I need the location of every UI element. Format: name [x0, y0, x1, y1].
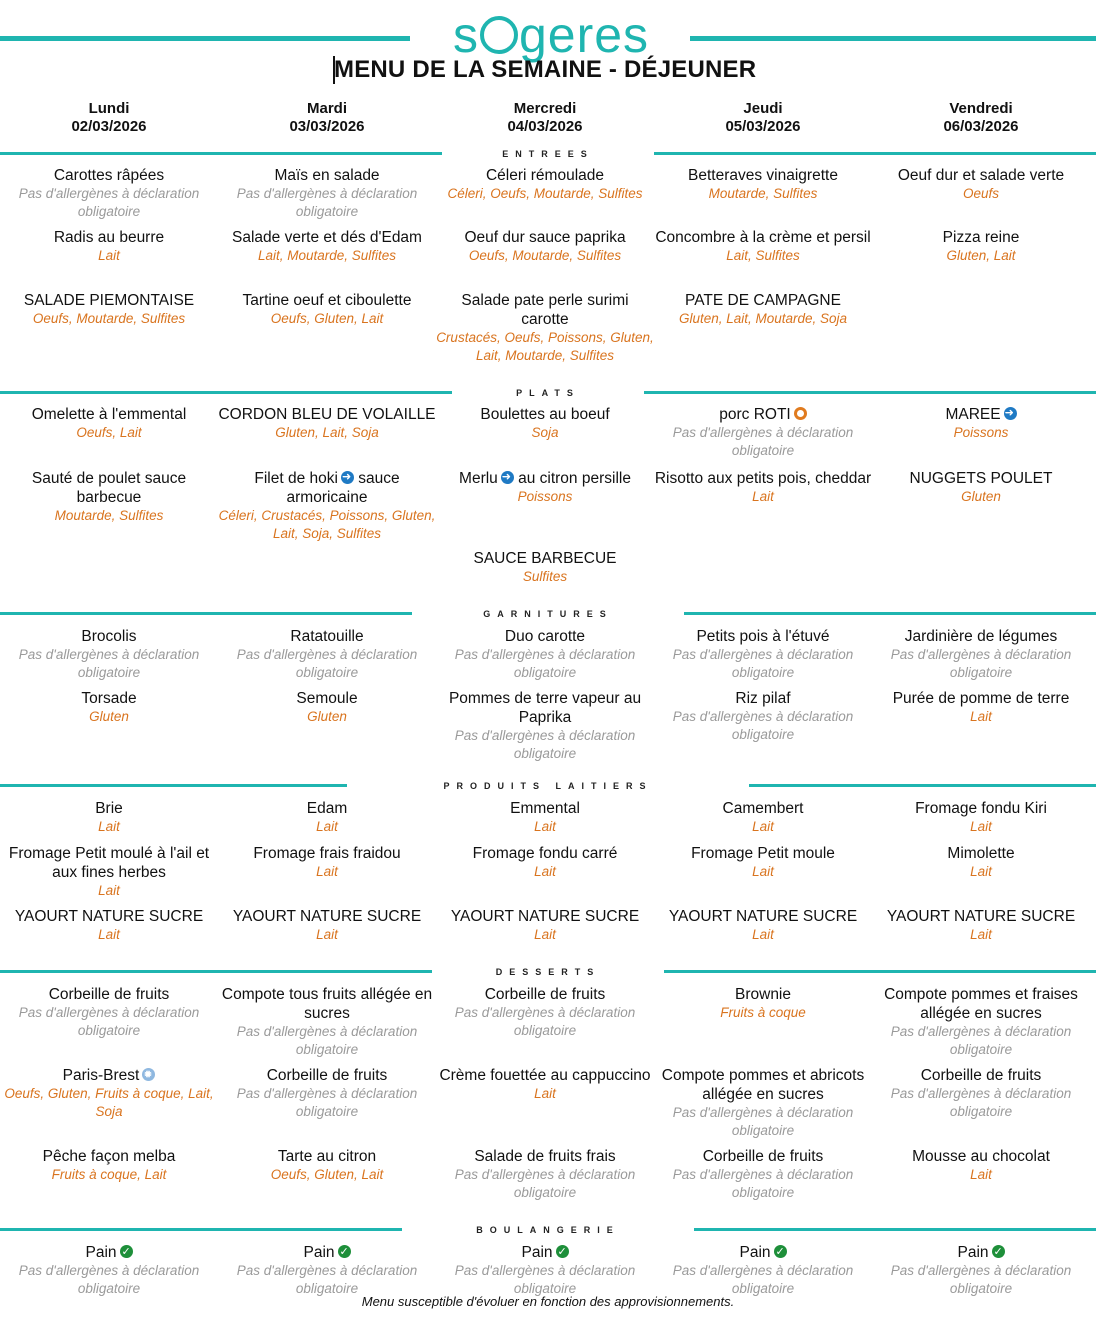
menu-item [872, 627, 1090, 682]
dish-name: CORDON BLEU DE VOLAILLE [218, 406, 436, 423]
menu-item [218, 291, 436, 328]
dish-name: SAUCE BARBECUE [473, 550, 617, 567]
menu-item [0, 1147, 218, 1184]
menu-item [0, 1066, 218, 1121]
dish-name: Mousse au chocolat [912, 1148, 1050, 1165]
menu-item [0, 469, 218, 525]
dish-name: Tarte au citron [277, 1148, 377, 1165]
dish-name: Corbeille de fruits [484, 986, 606, 1003]
allergens-text: Gluten, Lait [946, 248, 1016, 263]
allergens-text: Lait, Sulfites [726, 248, 800, 263]
menu-item [0, 689, 218, 726]
allergens-text: Pas d'allergènes à déclaration obligatoire [454, 1005, 636, 1038]
dish-name: NUGGETS POULET [909, 470, 1053, 487]
dish-name: porc ROTI [654, 405, 872, 424]
allergens-text: Pas d'allergènes à déclaration obligatoire [672, 425, 854, 458]
dish-name: Betteraves vinaigrette [688, 167, 838, 184]
dish-name: Merlu➜ au citron persille [436, 469, 654, 488]
allergens-text: Pas d'allergènes à déclaration obligatoire [18, 186, 200, 219]
menu-item [872, 1147, 1090, 1184]
dish-name: Oeuf dur et salade verte [897, 167, 1065, 184]
menu-item [0, 1243, 218, 1298]
section-label: PRODUITS LAITIERS [443, 781, 653, 791]
header-line-left [0, 36, 410, 41]
allergens-text: Oeufs, Gluten, Lait [270, 1167, 384, 1182]
menu-item [654, 228, 872, 265]
check-label-icon [338, 1245, 351, 1258]
day-header: Lundi 02/03/2026 [71, 100, 147, 135]
dish-name: Sauté de poulet sauce barbecue [31, 470, 187, 506]
dish-name: Filet de hoki➜ sauce armoricaine [218, 469, 436, 507]
dish-name: Salade verte et dés d'Edam [232, 229, 422, 246]
page-title: MENU DE LA SEMAINE - DÉJEUNER [334, 56, 757, 83]
menu-item [0, 799, 218, 836]
dish-name: Corbeille de fruits [920, 1067, 1042, 1084]
dish-name: Duo carotte [504, 628, 586, 645]
allergens-text: Lait [534, 1086, 556, 1101]
menu-item [436, 166, 654, 203]
allergens-text: Oeufs, Gluten, Fruits à coque, Lait, Soja [4, 1086, 214, 1119]
allergens-text: Lait [752, 864, 774, 879]
dish-name: Torsade [81, 690, 137, 707]
section-label: DESSERTS [495, 967, 601, 977]
allergens-text: Lait [316, 927, 338, 942]
dish-name: YAOURT NATURE SUCRE [886, 908, 1076, 925]
dish-name: Jardinière de légumes [904, 628, 1058, 645]
dish-name: Pain✓ [436, 1243, 654, 1262]
dish-name: Corbeille de fruits [266, 1067, 388, 1084]
menu-item [218, 1147, 436, 1184]
dish-name: Crème fouettée au cappuccino [439, 1067, 651, 1084]
check-label-icon [992, 1245, 1005, 1258]
menu-item [654, 405, 872, 460]
menu-item [0, 228, 218, 265]
allergens-text: Lait [98, 927, 120, 942]
dish-name: Pizza reine [942, 229, 1020, 246]
menu-item [654, 469, 872, 506]
dish-name: SALADE PIEMONTAISE [23, 292, 195, 309]
fish-label-icon [1004, 407, 1017, 420]
dish-name: Radis au beurre [53, 229, 165, 246]
menu-item [654, 844, 872, 881]
menu-item [654, 627, 872, 682]
allergens-text: Lait [98, 248, 120, 263]
section-divider [654, 152, 1096, 155]
section-divider [644, 391, 1096, 394]
section-plats [0, 387, 1096, 399]
section-divider [0, 152, 442, 155]
section-desserts [0, 966, 1096, 978]
dish-name: Céleri rémoulade [485, 167, 605, 184]
allergens-text: Oeufs, Moutarde, Sulfites [32, 311, 186, 326]
menu-item [0, 291, 218, 328]
dish-name: Corbeille de fruits [702, 1148, 824, 1165]
allergens-text: Pas d'allergènes à déclaration obligatoire [236, 647, 418, 680]
fish-label-icon [501, 471, 514, 484]
section-divider [664, 970, 1096, 973]
allergens-text: Gluten, Lait, Moutarde, Soja [678, 311, 848, 326]
menu-item [654, 1147, 872, 1202]
section-entrees [0, 148, 1096, 160]
allergens-text: Gluten, Lait, Soja [275, 425, 379, 440]
section-divider [0, 1228, 402, 1231]
allergens-text: Gluten [961, 489, 1001, 504]
allergens-text: Oeufs [962, 186, 1000, 201]
allergens-text: Pas d'allergènes à déclaration obligatoire [454, 1263, 636, 1296]
section-divider [0, 784, 347, 787]
menu-item [0, 907, 218, 944]
menu-item [654, 1066, 872, 1140]
menu-item [218, 907, 436, 944]
menu-item [872, 469, 1090, 506]
dish-name: Riz pilaf [735, 690, 791, 707]
allergens-text: Oeufs, Lait [76, 425, 142, 440]
allergens-text: Lait [316, 864, 338, 879]
menu-item [436, 799, 654, 836]
dish-name: Fromage fondu Kiri [915, 800, 1047, 817]
dish-name: Emmental [510, 800, 580, 817]
dish-name: Purée de pomme de terre [892, 690, 1070, 707]
allergens-text: Pas d'allergènes à déclaration obligatoire [672, 1105, 854, 1138]
menu-item [218, 799, 436, 836]
allergens-text: Poissons [517, 489, 573, 504]
menu-item [436, 985, 654, 1040]
menu-item [436, 405, 654, 442]
allergens-text: Lait [752, 489, 774, 504]
menu-item [654, 689, 872, 744]
allergens-text: Pas d'allergènes à déclaration obligatoire [236, 186, 418, 219]
allergens-text: Pas d'allergènes à déclaration obligatoire [672, 647, 854, 680]
dish-name: Pain✓ [872, 1243, 1090, 1262]
menu-item [218, 228, 436, 265]
dish-name: Fromage fondu carré [472, 845, 618, 862]
header-line-right [690, 36, 1096, 41]
menu-item [872, 844, 1090, 881]
allergens-text: Pas d'allergènes à déclaration obligatoire [18, 1005, 200, 1038]
dish-name: Mimolette [947, 845, 1015, 862]
allergens-text: Pas d'allergènes à déclaration obligatoire [672, 709, 854, 742]
dish-name: Fromage frais fraidou [253, 845, 401, 862]
menu-item [218, 844, 436, 881]
dish-name: Fromage Petit moule [691, 845, 835, 862]
allergens-text: Pas d'allergènes à déclaration obligatoire [672, 1263, 854, 1296]
allergens-text: Céleri, Oeufs, Moutarde, Sulfites [447, 186, 643, 201]
allergens-text: Oeufs, Moutarde, Sulfites [468, 248, 622, 263]
header [0, 0, 1096, 92]
allergens-text: Lait [752, 927, 774, 942]
footer-note: Menu susceptible d'évoluer en fonction des approvisionnements. [361, 1294, 735, 1309]
dish-name: Risotto aux petits pois, cheddar [654, 470, 872, 487]
dish-name: Pain✓ [654, 1243, 872, 1262]
dish-name: Carottes râpées [53, 167, 165, 184]
menu-item [436, 228, 654, 265]
allergens-text: Lait [970, 709, 992, 724]
allergens-text: Pas d'allergènes à déclaration obligatoire [236, 1086, 418, 1119]
allergens-text: Lait, Moutarde, Sulfites [257, 248, 397, 263]
check-label-icon [774, 1245, 787, 1258]
allergens-text: Lait [534, 927, 556, 942]
section-label: BOULANGERIE [476, 1225, 620, 1235]
menu-item [872, 228, 1090, 265]
section-laitiers [0, 780, 1096, 792]
menu-item [654, 291, 872, 328]
allergens-text: Pas d'allergènes à déclaration obligatoire [236, 1263, 418, 1296]
allergens-text: Pas d'allergènes à déclaration obligatoire [890, 1086, 1072, 1119]
dish-name: PATE DE CAMPAGNE [685, 292, 841, 309]
allergens-text: Oeufs, Gluten, Lait [270, 311, 384, 326]
menu-item [872, 1243, 1090, 1298]
menu-item [872, 985, 1090, 1059]
menu-item [436, 627, 654, 682]
menu-item [218, 627, 436, 682]
menu-item [436, 1147, 654, 1202]
day-header: Jeudi 05/03/2026 [725, 100, 801, 135]
allergens-text: Sulfites [522, 569, 568, 584]
dish-name: Corbeille de fruits [48, 986, 170, 1003]
section-label: PLATS [516, 388, 580, 398]
dish-name: Semoule [296, 690, 358, 707]
allergens-text: Gluten [89, 709, 129, 724]
section-divider [694, 1228, 1096, 1231]
dish-name: Pain✓ [0, 1243, 218, 1262]
menu-item [0, 985, 218, 1040]
section-divider [749, 784, 1096, 787]
dish-name: Brie [95, 800, 123, 817]
menu-item [436, 1243, 654, 1298]
menu-item [872, 1066, 1090, 1121]
menu-item [872, 166, 1090, 203]
allergens-text: Pas d'allergènes à déclaration obligatoire [890, 1024, 1072, 1057]
allergens-text: Lait [970, 1167, 992, 1182]
menu-item [218, 166, 436, 221]
section-divider [684, 612, 1096, 615]
allergens-text: Moutarde, Sulfites [54, 508, 164, 523]
check-label-icon [556, 1245, 569, 1258]
dish-name: MAREE➜ [872, 405, 1090, 424]
allergens-text: Céleri, Crustacés, Poissons, Gluten, Lait, Soja, Sulfites [218, 508, 436, 541]
menu-item [436, 469, 654, 506]
dish-name: YAOURT NATURE SUCRE [668, 908, 858, 925]
allergens-text: Moutarde, Sulfites [708, 186, 818, 201]
day-header-row [0, 100, 1096, 140]
dish-name: Camembert [722, 800, 804, 817]
menu-item [872, 689, 1090, 726]
allergens-text: Crustacés, Oeufs, Poissons, Gluten, Lait, Moutarde, Sulfites [436, 330, 654, 363]
allergens-text: Lait [316, 819, 338, 834]
allergens-text: Pas d'allergènes à déclaration obligatoire [454, 647, 636, 680]
menu-item [218, 469, 436, 543]
allergens-text: Lait [534, 819, 556, 834]
dish-name: Brownie [735, 986, 791, 1003]
menu-item [872, 799, 1090, 836]
section-label: GARNITURES [483, 609, 613, 619]
menu-item [0, 844, 218, 900]
allergens-text: Lait [98, 883, 120, 898]
menu-item [436, 291, 654, 365]
menu-item [0, 405, 218, 442]
menu-item [436, 844, 654, 881]
allergens-text: Lait [970, 819, 992, 834]
dish-name: Maïs en salade [274, 167, 380, 184]
allergens-text: Pas d'allergènes à déclaration obligatoire [890, 1263, 1072, 1296]
dish-name: Concombre à la crème et persil [655, 229, 871, 246]
menu-item [654, 907, 872, 944]
dish-name: Tartine oeuf et ciboulette [242, 292, 412, 309]
menu-item [218, 689, 436, 726]
dish-name: Compote tous fruits allégée en sucres [221, 986, 433, 1022]
snowflake-icon [142, 1068, 155, 1081]
allergens-text: Soja [531, 425, 559, 440]
section-garnitures [0, 608, 1096, 620]
dish-name: Boulettes au boeuf [480, 406, 610, 423]
check-label-icon [120, 1245, 133, 1258]
dish-name: YAOURT NATURE SUCRE [450, 908, 640, 925]
dish-name: Brocolis [81, 628, 137, 645]
dish-name: YAOURT NATURE SUCRE [14, 908, 204, 925]
menu-item [654, 985, 872, 1022]
allergens-text: Fruits à coque [720, 1005, 806, 1020]
menu-item [436, 907, 654, 944]
menu-item [218, 985, 436, 1059]
section-divider [0, 391, 452, 394]
menu-item [0, 166, 218, 221]
menu-item [218, 405, 436, 442]
menu-item [654, 166, 872, 203]
allergens-text: Lait [98, 819, 120, 834]
allergens-text: Pas d'allergènes à déclaration obligatoire [454, 1167, 636, 1200]
allergens-text: Lait [752, 819, 774, 834]
day-header: Mercredi 04/03/2026 [507, 100, 583, 135]
allergens-text: Pas d'allergènes à déclaration obligatoire [672, 1167, 854, 1200]
allergens-text: Fruits à coque, Lait [51, 1167, 167, 1182]
dish-name: Pêche façon melba [42, 1148, 176, 1165]
dish-name: Salade de fruits frais [474, 1148, 616, 1165]
day-header: Mardi 03/03/2026 [289, 100, 365, 135]
allergens-text: Lait [970, 927, 992, 942]
dish-name: Petits pois à l'étuvé [696, 628, 830, 645]
allergens-text: Pas d'allergènes à déclaration obligatoire [236, 1024, 418, 1057]
allergens-text: Pas d'allergènes à déclaration obligatoire [454, 728, 636, 761]
allergens-text: Pas d'allergènes à déclaration obligatoire [18, 1263, 200, 1296]
dish-name: Compote pommes et fraises allégée en sucres [884, 986, 1078, 1022]
dish-name: Edam [306, 800, 348, 817]
dish-name: YAOURT NATURE SUCRE [232, 908, 422, 925]
dish-name: Salade pate perle surimi carotte [461, 292, 629, 328]
day-header: Vendredi 06/03/2026 [943, 100, 1019, 135]
fish-label-icon [341, 471, 354, 484]
menu-item [0, 627, 218, 682]
dish-name: Pommes de terre vapeur au Paprika [448, 690, 642, 726]
dish-name: Paris-Brest✹ [0, 1066, 218, 1085]
menu-item [872, 405, 1090, 442]
section-divider [0, 970, 432, 973]
dish-name: Oeuf dur sauce paprika [464, 229, 626, 246]
allergens-text: Lait [970, 864, 992, 879]
allergens-text: Pas d'allergènes à déclaration obligatoire [18, 647, 200, 680]
dish-name: Ratatouille [290, 628, 364, 645]
brand-logo: s geres [452, 7, 650, 63]
menu-item [218, 1243, 436, 1298]
menu-item [436, 689, 654, 763]
allergens-text: Pas d'allergènes à déclaration obligatoire [890, 647, 1072, 680]
section-boulangerie [0, 1224, 1096, 1236]
dish-name: Compote pommes et abricots allégée en sucres [661, 1067, 865, 1103]
origin-label-icon [794, 407, 807, 420]
menu-item [436, 549, 654, 586]
section-divider [0, 612, 412, 615]
menu-item [654, 799, 872, 836]
menu-item [436, 1066, 654, 1103]
allergens-text: Lait [534, 864, 556, 879]
section-label: ENTREES [502, 149, 594, 159]
allergens-text: Gluten [307, 709, 347, 724]
menu-item [218, 1066, 436, 1121]
dish-name: Fromage Petit moulé à l'ail et aux fines herbes [8, 845, 210, 881]
menu-item [654, 1243, 872, 1298]
menu-item [872, 907, 1090, 944]
dish-name: Pain✓ [218, 1243, 436, 1262]
dish-name: Omelette à l'emmental [31, 406, 187, 423]
allergens-text: Poissons [953, 425, 1009, 440]
